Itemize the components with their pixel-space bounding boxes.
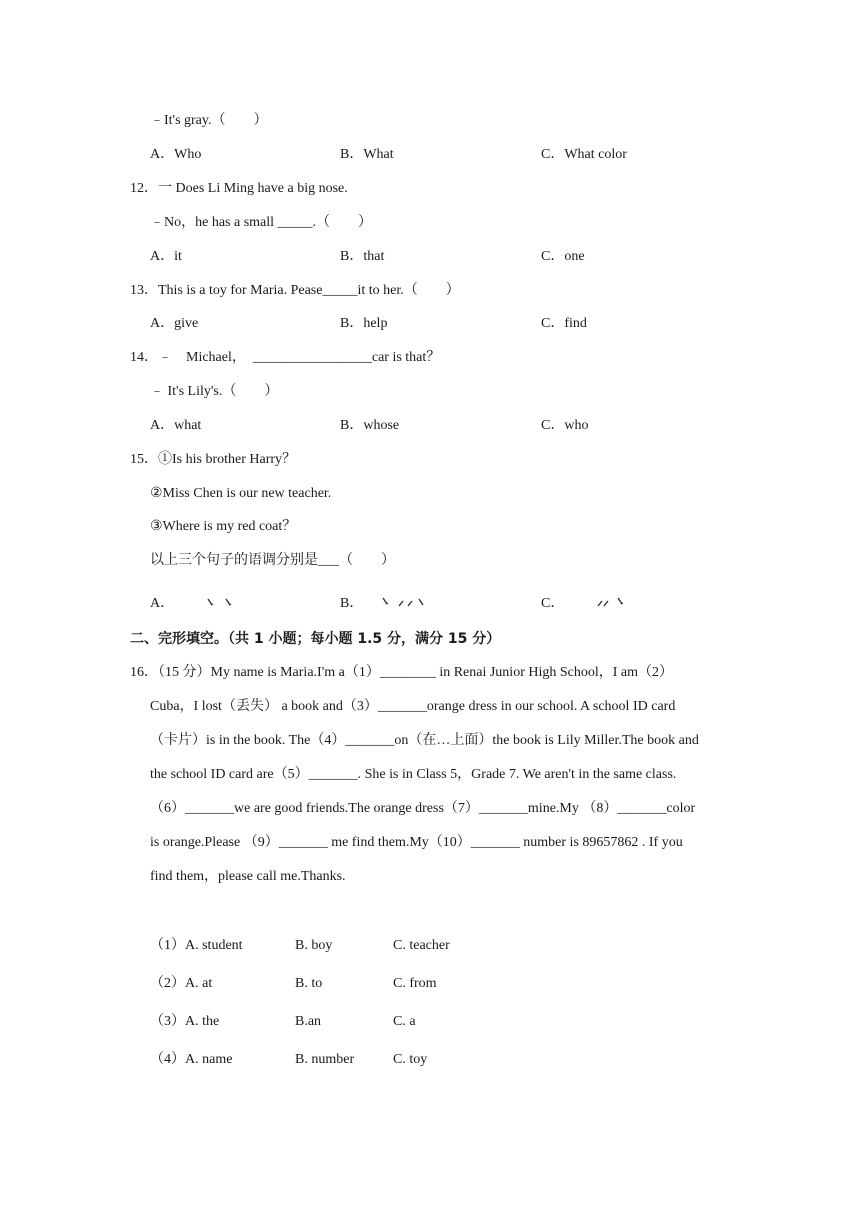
q16-choice-2-c: C. from [393,976,437,991]
q14-option-a: A．what [150,418,202,433]
intonation-arrows-icon [367,597,427,611]
q15-option-b [340,594,427,614]
q16-choice-1-c: C. teacher [393,938,450,953]
q15-option-c [541,594,628,614]
q16-passage-line-3: （卡片）is in the book. The（4）_______on（在…上面）the book is Lily Miller.The book and [150,733,699,748]
q16-passage-line-1: 16．（15 分）My name is Maria.I'm a（1）________ in Renai Junior High School，I am（2） [130,665,674,680]
q16-passage-line-4: the school ID card are（5）_______. She is in Class 5，Grade 7. We aren't in the same class. [150,767,677,782]
q16-passage-line-2: Cuba，I lost（丢失） a book and（3）_______orange dress in our school. A school ID card [150,699,676,714]
section-2-heading: 二、完形填空。（共 1 小题；每小题 1.5 分，满分 15 分） [130,631,501,647]
q12-question: 12．一 Does Li Ming have a big nose. [130,181,348,196]
q14-question: 14．﹣ Michael， _________________car is that？ [130,350,441,365]
q13-question: 13．This is a toy for Maria. Pease_____it to her.（ ） [130,283,460,298]
q11-option-b: B．What [340,147,394,162]
q14-answer-line: ﹣ It's Lily's.（ ） [150,384,279,399]
q16-choice-1-b: B. boy [295,938,333,953]
q12-option-c: C．one [541,249,585,264]
q13-option-c: C．find [541,316,587,331]
q14-option-b: B．whose [340,418,400,433]
q16-choice-3-a: （3）A. the [150,1014,220,1029]
q13-option-b: B．help [340,316,388,331]
q16-passage-line-5: （6）_______we are good friends.The orange dress（7）_______mine.My （8）_______color [150,801,696,816]
q16-choice-2-a: （2）A. at [150,976,213,991]
q11-option-a: A．Who [150,147,202,162]
q16-choice-3-b: B.an [295,1014,322,1029]
q16-choice-4-b: B. number [295,1052,355,1067]
q14-option-c: C．who [541,418,589,433]
q16-choice-2-b: B. to [295,976,323,991]
q15-option-a-label: A． [150,596,175,611]
q11-option-c: C．What color [541,147,627,162]
q11-answer-line: ﹣It's gray.（ ） [150,113,268,128]
q12-option-a: A．it [150,249,182,264]
q13-option-a: A．give [150,316,199,331]
q12-answer-line: ﹣No，he has a small _____.（ ） [150,215,373,230]
intonation-arrows-icon [178,597,238,611]
q16-choice-1-a: （1）A. student [150,938,243,953]
q15-prompt: 以上三个句子的语调分别是___（ ） [150,553,395,568]
q15-sentence-1: 15．①Is his brother Harry？ [130,452,297,467]
q16-choice-4-a: （4）A. name [150,1052,233,1067]
q16-passage-line-6: is orange.Please （9）_______ me find them.My（10）_______ number is 89657862 . If you [150,835,683,850]
q15-sentence-3: ③Where is my red coat？ [150,519,297,534]
q15-option-a [150,594,238,614]
q16-passage-line-7: find them，please call me.Thanks. [150,869,346,884]
q12-option-b: B．that [340,249,385,264]
q15-option-c-label: C． [541,596,565,611]
intonation-arrows-icon [568,597,628,611]
q15-sentence-2: ②Miss Chen is our new teacher. [150,486,332,501]
q16-choice-3-c: C. a [393,1014,416,1029]
q15-option-b-label: B． [340,596,364,611]
q16-choice-4-c: C. toy [393,1052,428,1067]
